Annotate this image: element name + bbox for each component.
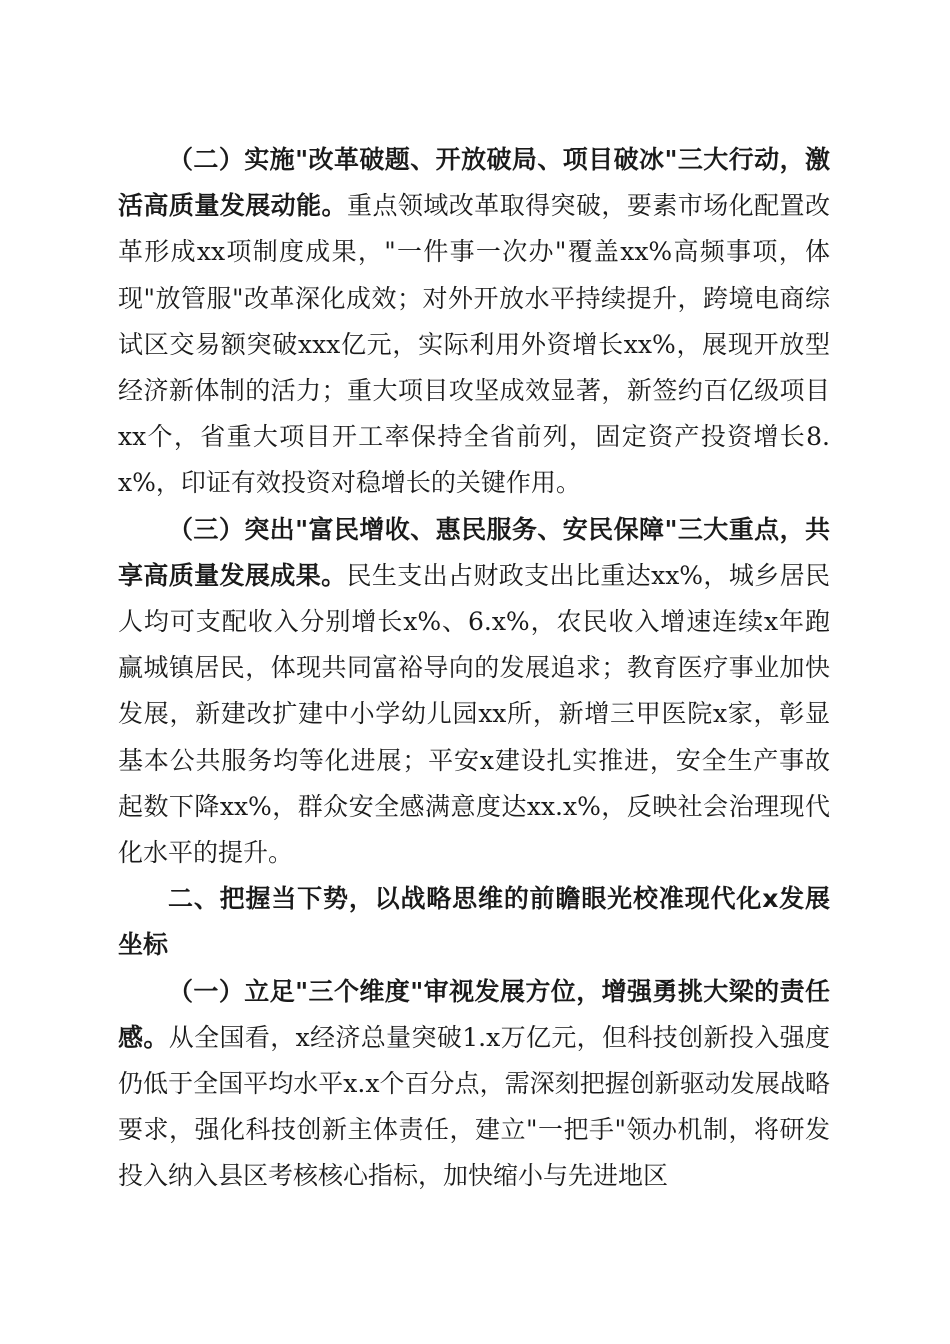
paragraph-section-3-1 <box>118 969 830 1200</box>
paragraph-text: 重点领域改革取得突破，要素市场化配置改革形成xx项制度成果，"一件事一次办"覆盖xx%高频事项，体现"放管服"改革深化成效；对外开放水平持续提升，跨境电商综试区交易额突破xxx亿元，实际利用外资增长xx%，展现开放型经济新体制的活力；重大项目攻坚成效显著，新签约百亿级项目xx个，省重大项目开工率保持全省前列，固定资产投资增长8.x%，印证有效投资对稳增长的关键作用。 <box>118 191 830 498</box>
paragraph-lead: （三）突出"富民增收、惠民服务、安民保障"三大重点，共享高质量发展成果。 <box>118 514 830 590</box>
paragraph-text: 从全国看，x经济总量突破1.x万亿元，但科技创新投入强度仍低于全国平均水平x.x个百分点，需深刻把握创新驱动发展战略要求，强化科技创新主体责任，建立"一把手"领办机制，将研发投入纳入县区考核核心指标，加快缩小与先进地区 <box>118 1022 830 1191</box>
paragraph-text: 民生支出占财政支出比重达xx%，城乡居民人均可支配收入分别增长x%、6.x%，农民收入增速连续x年跑赢城镇居民，体现共同富裕导向的发展追求；教育医疗事业加快发展，新建改扩建中小学幼儿园xx所，新增三甲医院x家，彰显基本公共服务均等化进展；平安x建设扎实推进，安全生产事故起数下降xx%，群众安全感满意度达xx.x%，反映社会治理现代化水平的提升。 <box>118 560 830 868</box>
paragraph-lead: （二）实施"改革破题、开放破局、项目破冰"三大行动，激活高质量发展动能。 <box>118 145 830 221</box>
paragraph-section-2-2 <box>118 137 830 507</box>
paragraph-section-2-3 <box>118 507 830 877</box>
paragraph-lead: （一）立足"三个维度"审视发展方位，增强勇挑大梁的责任感。 <box>118 976 830 1052</box>
document-body <box>118 137 830 1200</box>
section-heading: 二、把握当下势，以战略思维的前瞻眼光校准现代化x发展坐标 <box>118 884 830 960</box>
